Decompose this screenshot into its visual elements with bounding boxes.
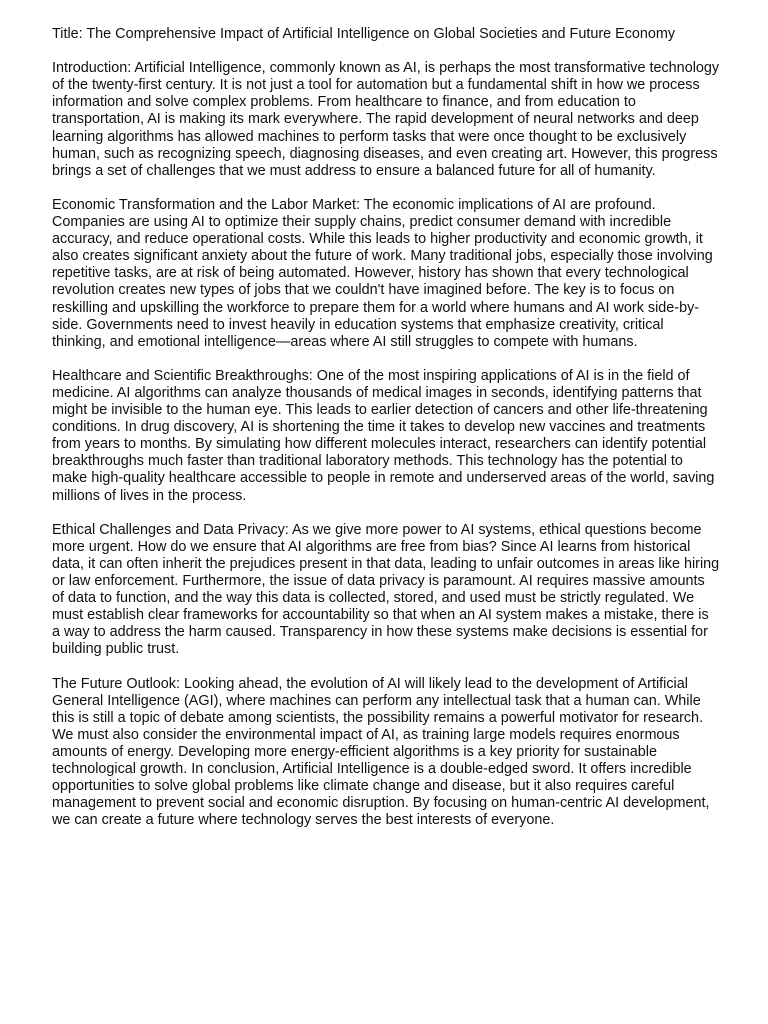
- paragraph-ethical-challenges: Ethical Challenges and Data Privacy: As we give more power to AI systems, ethical questions become more urgent. How do we ensure that AI algorithms are free from bias? Since AI learns from historical data, it can often inherit the prejudices present in that data, leading to unfair outcomes in areas like hiring or law enforcement. Furthermore, the issue of data privacy is paramount. AI requires massive amounts of data to function, and the way this data is collected, stored, and used must be strictly regulated. We must establish clear frameworks for accountability so that when an AI system makes a mistake, there is a way to address the harm caused. Transparency in how these systems make decisions is essential for building public trust.: [52, 521, 720, 658]
- paragraph-healthcare: Healthcare and Scientific Breakthroughs: One of the most inspiring applications of AI is in the field of medicine. AI algorithms can analyze thousands of medical images in seconds, identifying patterns that might be invisible to the human eye. This leads to earlier detection of cancers and other life-threatening conditions. In drug discovery, AI is shortening the time it takes to develop new vaccines and treatments from years to months. By simulating how different molecules interact, researchers can identify potential breakthroughs much faster than traditional laboratory methods. This technology has the potential to make high-quality healthcare accessible to people in remote and underserved areas of the world, saving millions of lives in the process.: [52, 367, 715, 504]
- paragraph-future-outlook: The Future Outlook: Looking ahead, the evolution of AI will likely lead to the development of Artificial General Intelligence (AGI), where machines can perform any intellectual task that a human can. While this is still a topic of debate among scientists, the possibility remains a powerful motivator for research. We must also consider the environmental impact of AI, as training large models requires enormous amounts of energy. Developing more energy-efficient algorithms is a key priority for sustainable technological growth. In conclusion, Artificial Intelligence is a double-edged sword. It offers incredible opportunities to solve global problems like climate change and disease, but it also requires careful management to prevent social and economic disruption. By focusing on human-centric AI development, we can create a future where technology serves the best interests of everyone.: [52, 675, 710, 829]
- document-body: [52, 26, 720, 847]
- paragraph-introduction: Introduction: Artificial Intelligence, commonly known as AI, is perhaps the most transformative technology of the twenty-first century. It is not just a tool for automation but a fundamental shift in how we process information and solve complex problems. From healthcare to finance, and from education to transportation, AI is making its mark everywhere. The rapid development of neural networks and deep learning algorithms has allowed machines to perform tasks that were once thought to be exclusively human, such as recognizing speech, diagnosing diseases, and even creating art. However, this progress brings a set of challenges that we must address to ensure a balanced future for all of humanity.: [52, 60, 720, 179]
- paragraph-economic-transformation: Economic Transformation and the Labor Market: The economic implications of AI are profound. Companies are using AI to optimize their supply chains, predict consumer demand with incredible accuracy, and reduce operational costs. While this leads to higher productivity and economic growth, it also creates significant anxiety about the future of work. Many traditional jobs, especially those involving repetitive tasks, are at risk of being automated. However, history has shown that every technological revolution creates new types of jobs that we couldn't have imagined before. The key is to focus on reskilling and upskilling the workforce to prepare them for a world where humans and AI work side-by-side. Governments need to invest heavily in education systems that emphasize creativity, critical thinking, and emotional intelligence—areas where AI still struggles to compete with humans.: [52, 196, 713, 350]
- document-title: Title: The Comprehensive Impact of Artificial Intelligence on Global Societies and Future Economy: [52, 26, 676, 42]
